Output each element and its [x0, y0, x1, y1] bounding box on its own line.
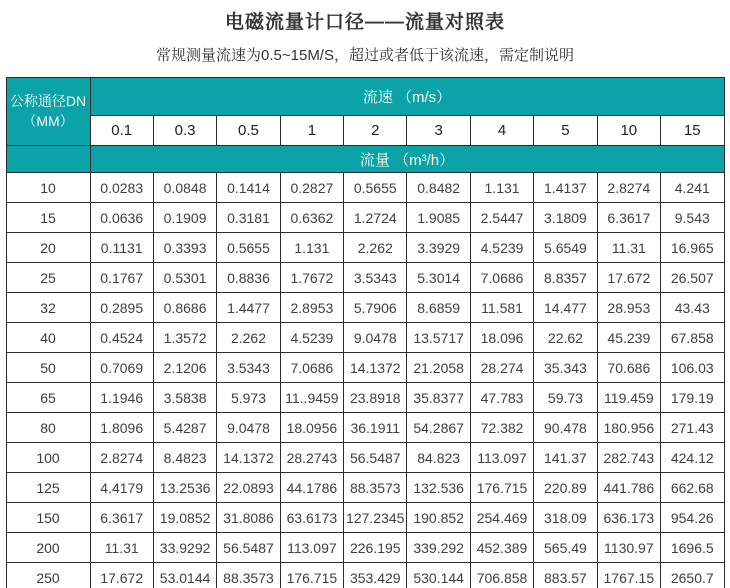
- velocity-header-cell: 0.3: [153, 116, 216, 146]
- flow-value-cell: 11.581: [470, 293, 533, 323]
- flow-value-cell: 45.239: [597, 323, 660, 353]
- flow-value-cell: 84.823: [407, 443, 470, 473]
- flow-value-cell: 0.1414: [217, 173, 280, 203]
- flow-value-cell: 0.2895: [90, 293, 153, 323]
- flow-value-cell: 1696.5: [661, 533, 724, 563]
- flow-value-cell: 883.57: [534, 563, 597, 588]
- dn-cell: 25: [6, 263, 90, 293]
- flow-value-cell: 0.4524: [90, 323, 153, 353]
- velocity-header-cell: 0.1: [90, 116, 153, 146]
- flow-value-cell: 2.5447: [470, 203, 533, 233]
- flow-value-cell: 132.536: [407, 473, 470, 503]
- flow-value-cell: 72.382: [470, 413, 533, 443]
- flow-value-cell: 7.0686: [470, 263, 533, 293]
- flow-value-cell: 14.477: [534, 293, 597, 323]
- flow-value-cell: 9.0478: [344, 323, 407, 353]
- dn-cell: 32: [6, 293, 90, 323]
- flow-value-cell: 339.292: [407, 533, 470, 563]
- flow-value-cell: 1130.97: [597, 533, 660, 563]
- table-row: [6, 563, 724, 588]
- flow-value-cell: 22.0893: [217, 473, 280, 503]
- flow-value-cell: 22.62: [534, 323, 597, 353]
- flow-value-cell: 0.1131: [90, 233, 153, 263]
- flow-value-cell: 0.3393: [153, 233, 216, 263]
- dn-cell: 200: [6, 533, 90, 563]
- velocity-header-cell: 3: [407, 116, 470, 146]
- flow-value-cell: 1.4477: [217, 293, 280, 323]
- flow-value-cell: 0.0636: [90, 203, 153, 233]
- flow-value-cell: 18.096: [470, 323, 533, 353]
- velocity-header-cell: 2: [344, 116, 407, 146]
- flow-value-cell: 26.507: [661, 263, 724, 293]
- flow-value-cell: 14.1372: [217, 443, 280, 473]
- flow-value-cell: 8.8357: [534, 263, 597, 293]
- flow-value-cell: 565.49: [534, 533, 597, 563]
- flow-value-cell: 5.6549: [534, 233, 597, 263]
- flow-value-cell: 4.4179: [90, 473, 153, 503]
- velocity-group-header: 流速 （m/s）: [90, 78, 724, 116]
- table-row: [6, 413, 724, 443]
- table-row: [6, 173, 724, 203]
- flow-value-cell: 119.459: [597, 383, 660, 413]
- dn-cell: 15: [6, 203, 90, 233]
- table-row: [6, 473, 724, 503]
- table-row: [6, 383, 724, 413]
- page-title: 电磁流量计口径——流量对照表: [224, 12, 505, 33]
- dn-cell: 65: [6, 383, 90, 413]
- velocity-header-cell: 4: [470, 116, 533, 146]
- flow-value-cell: 0.6362: [280, 203, 343, 233]
- flow-value-cell: 17.672: [90, 563, 153, 588]
- flow-value-cell: 1.3572: [153, 323, 216, 353]
- flow-header-row: [6, 146, 724, 173]
- table-row: [6, 533, 724, 563]
- flow-value-cell: 113.097: [280, 533, 343, 563]
- flow-value-cell: 1.131: [470, 173, 533, 203]
- flow-value-cell: 220.89: [534, 473, 597, 503]
- flow-value-cell: 53.0144: [153, 563, 216, 588]
- flow-value-cell: 16.965: [661, 233, 724, 263]
- flow-value-cell: 6.3617: [90, 503, 153, 533]
- velocity-header-cell: 5: [534, 116, 597, 146]
- flow-value-cell: 33.9292: [153, 533, 216, 563]
- velocity-header-cell: 0.5: [217, 116, 280, 146]
- flow-value-cell: 14.1372: [344, 353, 407, 383]
- flow-value-cell: 0.8836: [217, 263, 280, 293]
- flow-value-cell: 662.68: [661, 473, 724, 503]
- flow-value-cell: 0.7069: [90, 353, 153, 383]
- flow-value-cell: 11..9459: [280, 383, 343, 413]
- dn-cell: 40: [6, 323, 90, 353]
- flow-value-cell: 0.3181: [217, 203, 280, 233]
- flow-value-cell: 23.8918: [344, 383, 407, 413]
- flow-value-cell: 88.3573: [344, 473, 407, 503]
- flow-value-cell: 706.858: [470, 563, 533, 588]
- table-row: [6, 233, 724, 263]
- flow-value-cell: 1.131: [280, 233, 343, 263]
- flow-value-cell: 13.2536: [153, 473, 216, 503]
- flow-value-cell: 36.1911: [344, 413, 407, 443]
- flow-value-cell: 21.2058: [407, 353, 470, 383]
- dn-cell: 50: [6, 353, 90, 383]
- dn-cell: 20: [6, 233, 90, 263]
- flow-value-cell: 6.3617: [597, 203, 660, 233]
- flow-value-cell: 3.5343: [217, 353, 280, 383]
- flow-value-cell: 2.8953: [280, 293, 343, 323]
- flow-value-cell: 954.26: [661, 503, 724, 533]
- table-row: [6, 203, 724, 233]
- flow-value-cell: 4.241: [661, 173, 724, 203]
- flow-value-cell: 59.73: [534, 383, 597, 413]
- flow-value-cell: 424.12: [661, 443, 724, 473]
- flow-value-cell: 4.5239: [280, 323, 343, 353]
- flow-value-cell: 67.858: [661, 323, 724, 353]
- flow-value-cell: 9.0478: [217, 413, 280, 443]
- flow-value-cell: 0.1767: [90, 263, 153, 293]
- table-row: [6, 263, 724, 293]
- flow-value-cell: 13.5717: [407, 323, 470, 353]
- corner-header-line2: （MM）: [22, 112, 74, 129]
- flow-value-cell: 226.195: [344, 533, 407, 563]
- flow-value-cell: 0.1909: [153, 203, 216, 233]
- flow-value-cell: 2.262: [217, 323, 280, 353]
- flow-value-cell: 88.3573: [217, 563, 280, 588]
- flow-value-cell: 5.4287: [153, 413, 216, 443]
- velocity-header-cell: 10: [597, 116, 660, 146]
- table-row: [6, 503, 724, 533]
- flow-value-cell: 2650.7: [661, 563, 724, 588]
- flow-value-cell: 2.8274: [90, 443, 153, 473]
- table-row: [6, 353, 724, 383]
- flow-value-cell: 176.715: [280, 563, 343, 588]
- flow-value-cell: 2.8274: [597, 173, 660, 203]
- flow-value-cell: 28.274: [470, 353, 533, 383]
- flow-value-cell: 0.0848: [153, 173, 216, 203]
- velocity-header-cell: 15: [661, 116, 724, 146]
- flow-value-cell: 19.0852: [153, 503, 216, 533]
- flow-value-cell: 35.8377: [407, 383, 470, 413]
- corner-header-line1: 公称通径DN: [9, 92, 87, 109]
- flow-value-cell: 2.262: [344, 233, 407, 263]
- dn-cell: 250: [6, 563, 90, 588]
- flow-value-cell: 1.8096: [90, 413, 153, 443]
- flow-value-cell: 3.1809: [534, 203, 597, 233]
- flow-value-cell: 2.1206: [153, 353, 216, 383]
- flow-value-cell: 35.343: [534, 353, 597, 383]
- flow-value-cell: 1.7672: [280, 263, 343, 293]
- flow-value-cell: 9.543: [661, 203, 724, 233]
- group-header-row: [6, 78, 724, 116]
- velocity-values-row: [6, 116, 724, 146]
- table-row: [6, 293, 724, 323]
- flow-value-cell: 54.2867: [407, 413, 470, 443]
- flow-value-cell: 0.2827: [280, 173, 343, 203]
- velocity-header-cell: 1: [280, 116, 343, 146]
- flow-value-cell: 254.469: [470, 503, 533, 533]
- dn-cell: 100: [6, 443, 90, 473]
- flow-value-cell: 63.6173: [280, 503, 343, 533]
- flow-value-cell: 31.8086: [217, 503, 280, 533]
- flow-value-cell: 11.31: [597, 233, 660, 263]
- flow-value-cell: 4.5239: [470, 233, 533, 263]
- flow-value-cell: 8.4823: [153, 443, 216, 473]
- flow-value-cell: 3.3929: [407, 233, 470, 263]
- dn-cell: 80: [6, 413, 90, 443]
- flow-value-cell: 3.5838: [153, 383, 216, 413]
- flow-value-cell: 56.5487: [217, 533, 280, 563]
- flow-value-cell: 3.5343: [344, 263, 407, 293]
- flow-group-header: 流量 （m³/h）: [90, 146, 724, 173]
- flow-value-cell: 0.5301: [153, 263, 216, 293]
- flow-value-cell: 47.783: [470, 383, 533, 413]
- flow-header-blank-cell: [6, 146, 90, 173]
- flow-value-cell: 7.0686: [280, 353, 343, 383]
- dn-cell: 125: [6, 473, 90, 503]
- corner-header-dn-mm: [6, 78, 90, 146]
- flow-value-cell: 17.672: [597, 263, 660, 293]
- flow-value-cell: 441.786: [597, 473, 660, 503]
- flow-value-cell: 106.03: [661, 353, 724, 383]
- flow-value-cell: 0.8482: [407, 173, 470, 203]
- flow-value-cell: 127.2345: [344, 503, 407, 533]
- flow-value-cell: 11.31: [90, 533, 153, 563]
- flow-value-cell: 18.0956: [280, 413, 343, 443]
- flow-value-cell: 530.144: [407, 563, 470, 588]
- table-row: [6, 443, 724, 473]
- flow-value-cell: 1.2724: [344, 203, 407, 233]
- flow-value-cell: 5.7906: [344, 293, 407, 323]
- flow-value-cell: 43.43: [661, 293, 724, 323]
- flow-value-cell: 5.973: [217, 383, 280, 413]
- flow-value-cell: 28.2743: [280, 443, 343, 473]
- flow-value-cell: 5.3014: [407, 263, 470, 293]
- flow-value-cell: 1767.15: [597, 563, 660, 588]
- flow-value-cell: 0.8686: [153, 293, 216, 323]
- flow-value-cell: 90.478: [534, 413, 597, 443]
- flow-value-cell: 176.715: [470, 473, 533, 503]
- flow-value-cell: 452.389: [470, 533, 533, 563]
- flow-value-cell: 56.5487: [344, 443, 407, 473]
- flow-value-cell: 190.852: [407, 503, 470, 533]
- flow-value-cell: 318.09: [534, 503, 597, 533]
- flow-value-cell: 70.686: [597, 353, 660, 383]
- flow-value-cell: 0.5655: [217, 233, 280, 263]
- flow-value-cell: 1.4137: [534, 173, 597, 203]
- dn-cell: 150: [6, 503, 90, 533]
- flow-value-cell: 282.743: [597, 443, 660, 473]
- flow-value-cell: 141.37: [534, 443, 597, 473]
- flow-value-cell: 180.956: [597, 413, 660, 443]
- dn-cell: 10: [6, 173, 90, 203]
- flow-value-cell: 8.6859: [407, 293, 470, 323]
- flow-value-cell: 179.19: [661, 383, 724, 413]
- flow-value-cell: 636.173: [597, 503, 660, 533]
- flow-value-cell: 1.1946: [90, 383, 153, 413]
- flow-value-cell: 0.0283: [90, 173, 153, 203]
- flow-value-cell: 1.9085: [407, 203, 470, 233]
- flow-value-cell: 113.097: [470, 443, 533, 473]
- page-subtitle: 常规测量流速为0.5~15M/S，超过或者低于该流速，需定制说明: [156, 47, 574, 64]
- table-row: [6, 323, 724, 353]
- flow-value-cell: 0.5655: [344, 173, 407, 203]
- flow-value-cell: 28.953: [597, 293, 660, 323]
- flow-comparison-table: [6, 77, 725, 588]
- flow-value-cell: 271.43: [661, 413, 724, 443]
- flow-value-cell: 44.1786: [280, 473, 343, 503]
- flow-value-cell: 353.429: [344, 563, 407, 588]
